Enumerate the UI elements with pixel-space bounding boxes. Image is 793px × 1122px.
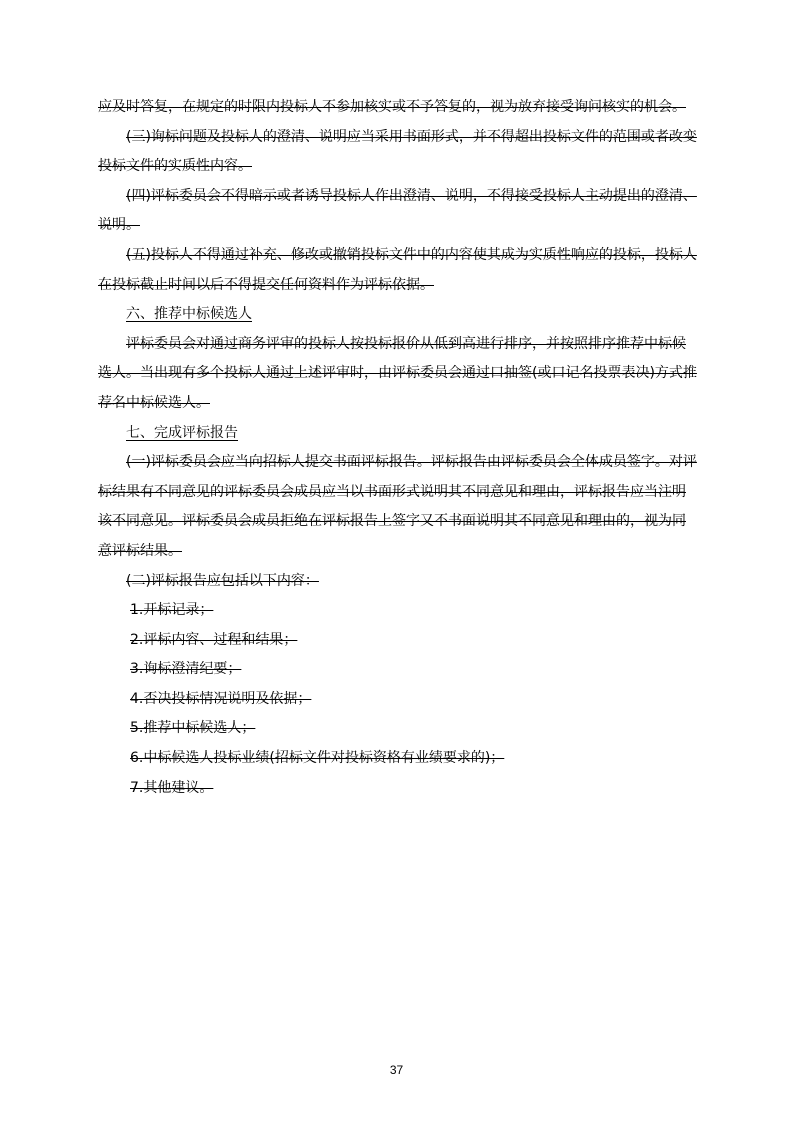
paragraph-verification-continued: 应及时答复，在规定的时限内投标人不参加核实或不予答复的，视为放弃接受询问核实的机会。 xyxy=(98,99,686,115)
paragraph-report-contents-intro: (二)评标报告应包括以下内容： xyxy=(126,572,319,589)
page-body xyxy=(98,93,698,803)
paragraph-no-inducement: (四)评标委员会不得暗示或者诱导投标人作出澄清、说明，不得接受投标人主动提出的澄清、说明。 xyxy=(98,187,697,234)
list-item: 1.开标记录； xyxy=(130,602,214,619)
paragraph-report-submission: (一)评标委员会应当向招标人提交书面评标报告。评标报告由评标委员会全体成员签字。对评标结果有不同意见的评标委员会成员应当以书面形式说明其不同意见和理由，评标报告应当注明该不同意见。评标委员会成员拒绝在评标报告上签字又不书面说明其不同意见和理由的，视为同意评标结果。 xyxy=(98,454,697,559)
list-item: 3.询标澄清纪要； xyxy=(130,661,242,678)
section-heading-evaluation-report: 七、完成评标报告 xyxy=(126,424,238,441)
section-heading-recommend-candidates: 六、推荐中标候选人 xyxy=(126,306,252,323)
paragraph-no-supplement: (五)投标人不得通过补充、修改或撤销投标文件中的内容使其成为实质性响应的投标，投标人在投标截止时间以后不得提交任何资料作为评标依据。 xyxy=(98,246,697,293)
page-number: 37 xyxy=(389,1063,404,1077)
list-item: 7.其他建议。 xyxy=(130,779,214,796)
list-item: 2.评标内容、过程和结果； xyxy=(130,631,298,648)
list-item: 6.中标候选人投标业绩(招标文件对投标资格有业绩要求的)； xyxy=(130,750,505,767)
paragraph-clarification-form: (三)询标问题及投标人的澄清、说明应当采用书面形式，并不得超出投标文件的范围或者改变投标文件的实质性内容。 xyxy=(98,128,697,175)
list-item: 4.否决投标情况说明及依据； xyxy=(130,690,312,707)
paragraph-candidate-ranking: 评标委员会对通过商务评审的投标人按投标报价从低到高进行排序，并按照排序推荐中标候选人。当出现有多个投标人通过上述评审时，由评标委员会通过口抽签(或口记名投票表决)方式推荐名中标候选人。 xyxy=(98,335,697,411)
list-item: 5.推荐中标候选人； xyxy=(130,720,256,737)
